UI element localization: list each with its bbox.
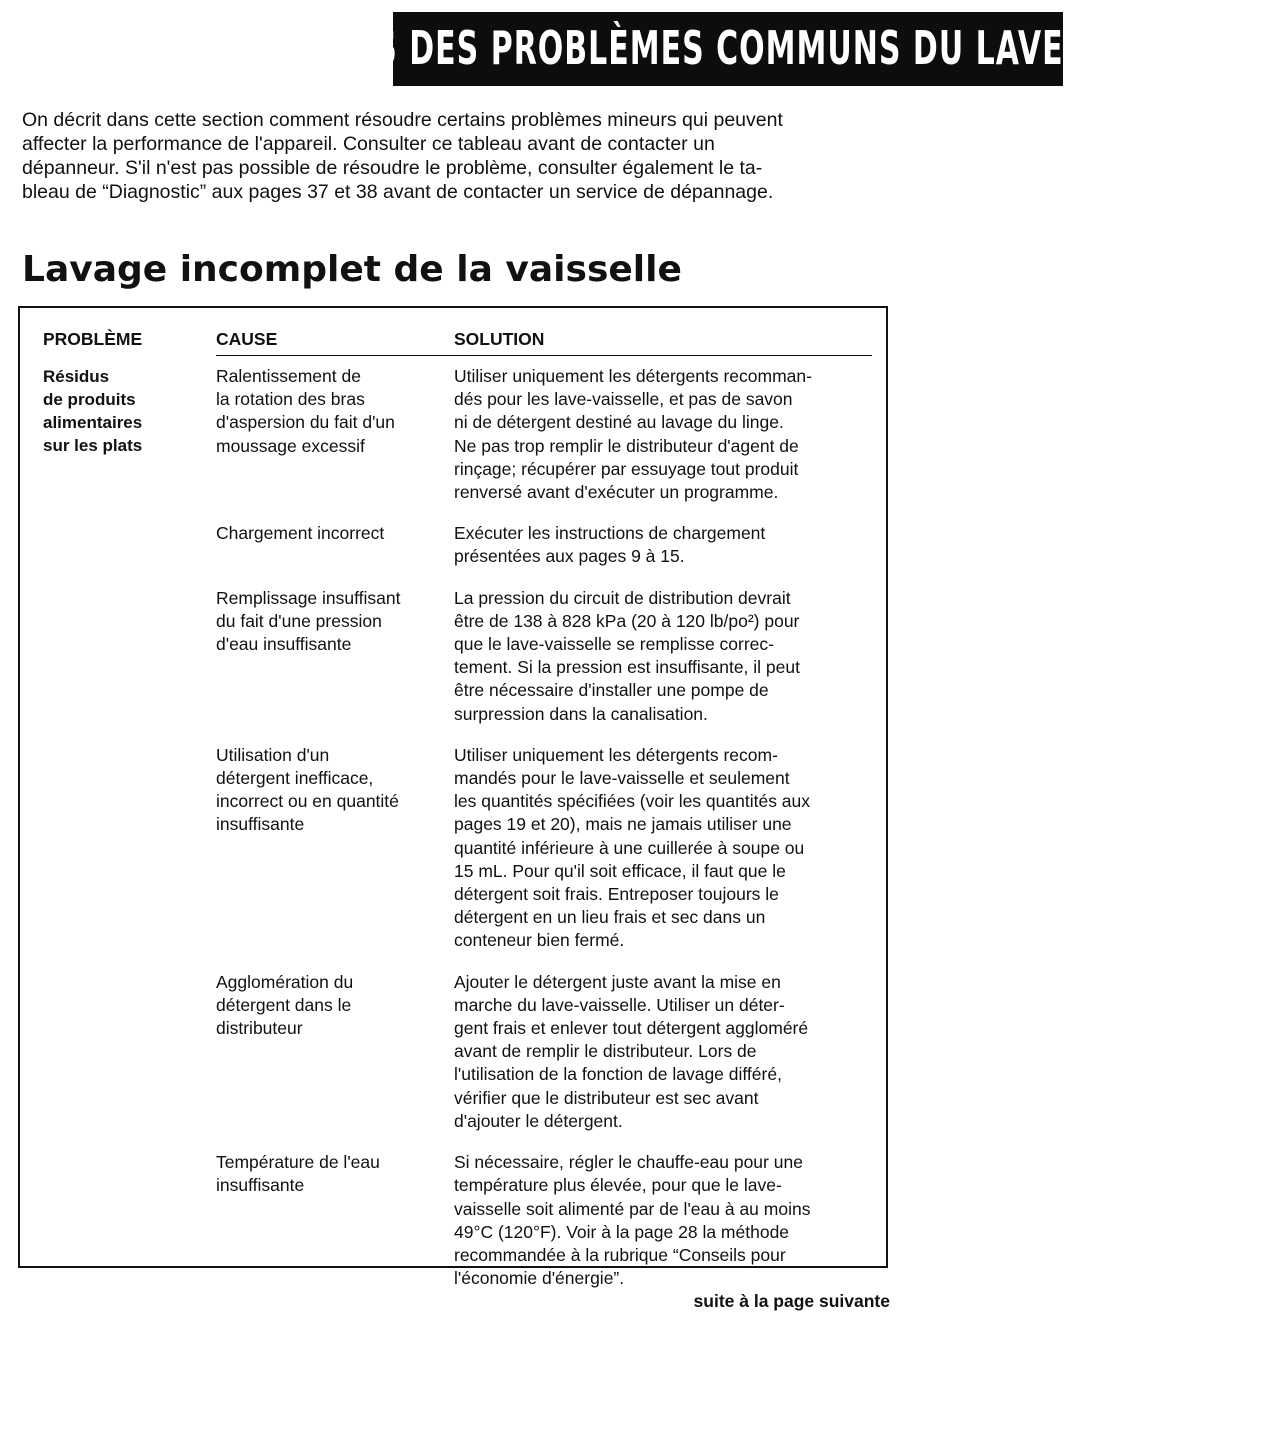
header-probleme: PROBLÈME [43, 329, 143, 349]
table-row [216, 1151, 876, 1290]
table-row [216, 365, 876, 504]
section-title: Lavage incomplet de la vaisselle [22, 249, 682, 290]
solution-cell: La pression du circuit de distribution devrait être de 138 à 828 kPa (20 à 120 lb/po²) pour que le lave-vaisselle se remplisse correc- tement. Si la pression est insuffisante, il peut être nécessaire d'installer une pompe de surpression dans la canalisation. [454, 587, 800, 724]
solution-cell: Ajouter le détergent juste avant la mise en marche du lave-vaisselle. Utiliser un déter- gent frais et enlever tout détergent aggloméré avant de remplir le distributeur. Lors de l'utilisation de la fonction de lavage différé, vérifier que le distributeur est sec avant d'ajouter le détergent. [454, 971, 809, 1131]
cause-cell: Chargement incorrect [216, 523, 385, 544]
header-solution: SOLUTION [454, 329, 545, 349]
cause-cell: Température de l'eau insuffisante [216, 1152, 380, 1196]
table-row [216, 971, 876, 1133]
cause-cell: Agglomération du détergent dans le distributeur [216, 971, 354, 1039]
solution-cell: Si nécessaire, régler le chauffe-eau pour une température plus élevée, pour que le lave- vaisselle soit alimenté par de l'eau à au moins 49°C (120°F). Voir à la page 28 la méthode recommandée à la rubrique “Conseils pour l'économie d'énergie”. [454, 1152, 811, 1289]
solution-cell: Exécuter les instructions de chargement présentées aux pages 9 à 15. [454, 523, 766, 567]
header-cause: CAUSE [216, 329, 278, 349]
header-divider [216, 355, 872, 356]
cause-cell: Utilisation d'un détergent inefficace, incorrect ou en quantité insuffisante [216, 744, 399, 835]
table-row [216, 522, 876, 568]
solution-cell: Utiliser uniquement les détergents recom- mandés pour le lave-vaisselle et seulement les quantités spécifiées (voir les quantités aux pages 19 et 20), mais ne jamais utiliser une quantité inférieure à une cuillerée à soupe ou 15 mL. Pour qu'il soit efficace, il faut que le détergent soit frais. Entreposer toujours le détergent en un lieu frais et sec dans un conteneur bien fermé. [454, 744, 811, 951]
banner-title: SOLUTIONS DES PROBLÈMES COMMUNS DU LAVE-VAISSELLE [195, 21, 1261, 77]
troubleshooting-table [18, 306, 888, 1289]
continued-note: suite à la page suivante [693, 1291, 890, 1311]
cause-cell: Remplissage insuffisant du fait d'une pression d'eau insuffisante [216, 587, 401, 655]
table-row [216, 587, 876, 726]
problem-label: Résidus de produits alimentaires sur les plats [43, 367, 143, 455]
cause-solution-list [216, 365, 876, 1308]
cause-cell: Ralentissement de la rotation des bras d'aspersion du fait d'un moussage excessif [216, 366, 395, 456]
intro-paragraph: On décrit dans cette section comment résoudre certains problèmes mineurs qui peuvent affecter la performance de l'appareil. Consulter ce tableau avant de contacter un dépanneur. S'il n'est pas possible de résoudre le problème, consulter également le ta- bleau de “Diagnostic” aux pages 37 et 38 avant de contacter un service de dépannage. [22, 109, 783, 203]
section-banner [195, 12, 1261, 86]
table-row [216, 744, 876, 953]
solution-cell: Utiliser uniquement les détergents recomman- dés pour les lave-vaisselle, et pas de savon ni de détergent destiné au lavage du linge. Ne pas trop remplir le distributeur d'agent de rinçage; récupérer par essuyage tout produit renversé avant d'exécuter un programme. [454, 366, 812, 503]
